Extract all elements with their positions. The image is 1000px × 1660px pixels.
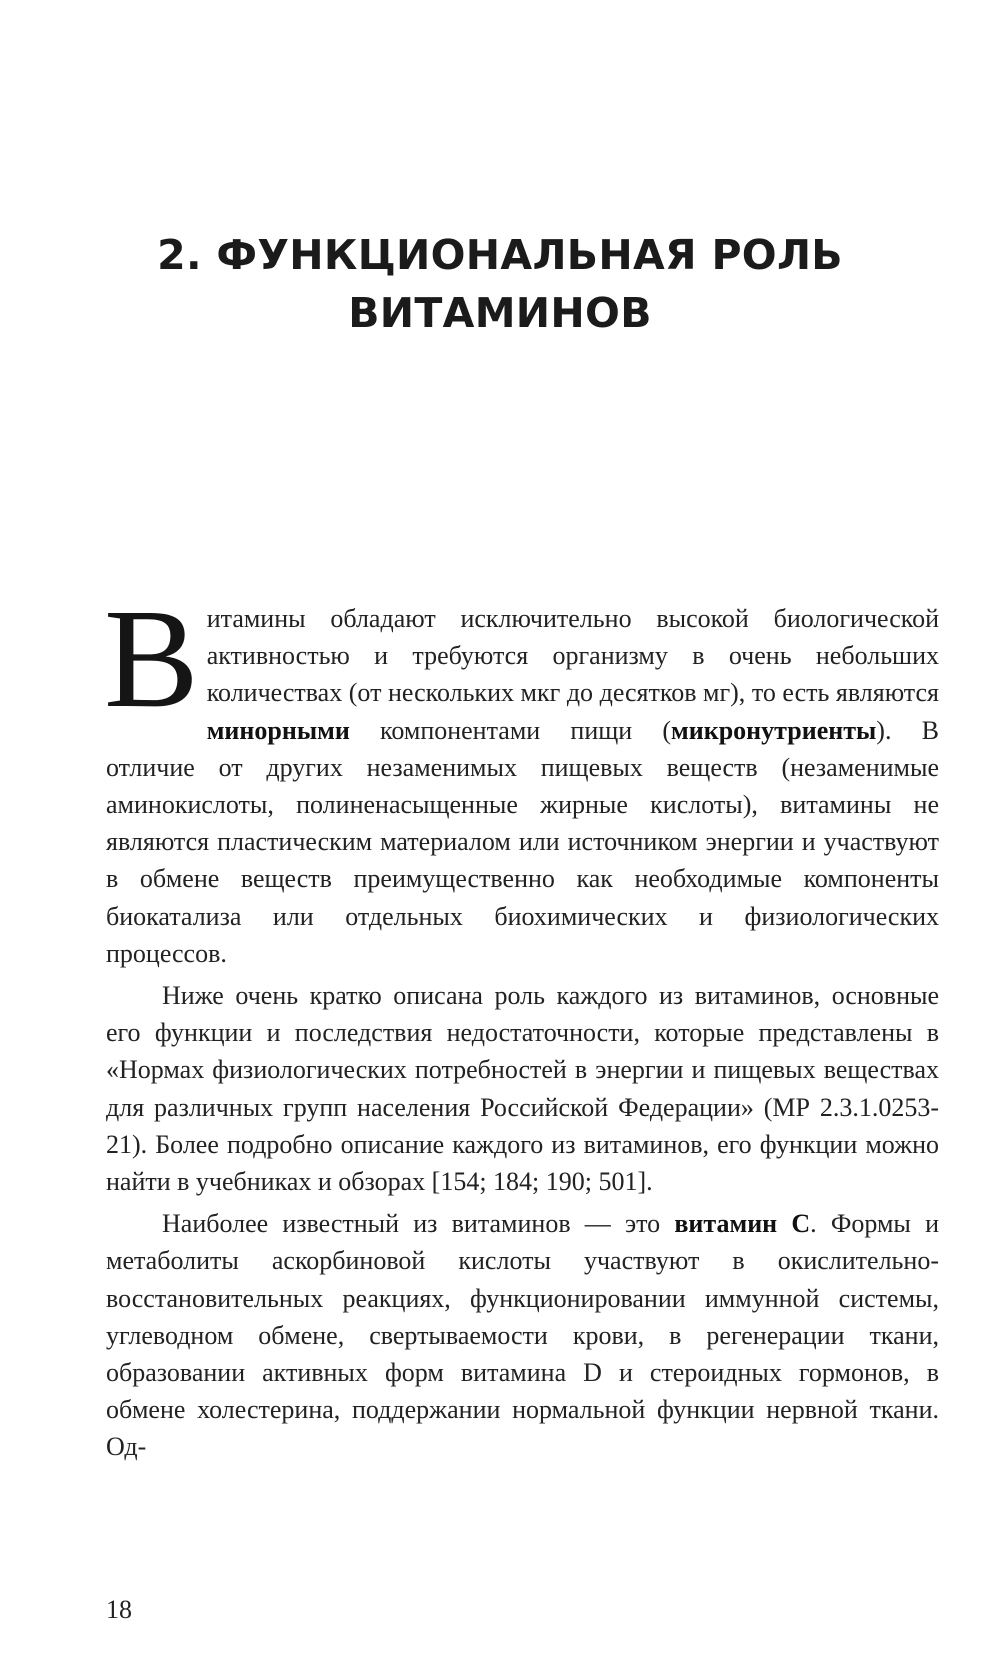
paragraph-intro bbox=[104, 579, 939, 972]
page-number: 18 bbox=[106, 1595, 132, 1624]
body-text bbox=[104, 579, 940, 1466]
paragraph-intro-text-3: ). В отличие от других незаменимых пищевых веществ (незаменимые аминокислоты, полиненасыщенные жирные кислоты), витамины не являются пластическим материалом или источником энергии и участвуют в обмене веществ преимущественно как необходимые компоненты биокатализа или отдельных биохимических и физиологических процессов. bbox=[106, 715, 939, 968]
chapter-title-line-2: ВИТАМИНОВ bbox=[348, 289, 652, 337]
term-vitamin-c: витамин С bbox=[674, 1209, 811, 1239]
paragraph-intro-text-2: компонентами пищи ( bbox=[349, 715, 672, 745]
paragraph-overview: Ниже очень кратко описана роль каждого из витаминов, основные его функции и последствия недостаточности, которые представлены в «Нормах физиологических потребностей в энергии и пищевых веществах для различных групп населения Российской Федерации» (МР 2.3.1.0253-21). Более подробно описание каждого из витаминов, его функции можно найти в учебниках и обзорах [154; 184; 190; 501]. bbox=[106, 981, 939, 1197]
paragraph-intro-text-1: итамины обладают исключительно высокой биологической активностью и требуются организму в очень небольших количествах (от нескольких мкг до десятков мг), то есть являются bbox=[206, 604, 939, 708]
paragraph-vitamin-c-text-2: . Формы и метаболиты аскорбиновой кислоты участвуют в окислительно-восстановительных реакциях, функционировании иммунной системы, углеводном обмене, свертываемости крови, в регенерации ткани, образовании активных форм витамина D и стероидных гормонов, в обмене холестерина, поддержании нормальной функции нервной ткани. Од- bbox=[106, 1209, 940, 1462]
paragraph-vitamin-c bbox=[106, 1205, 939, 1465]
chapter-title bbox=[0, 226, 1000, 342]
term-minor: минорными bbox=[206, 715, 350, 745]
paragraph-vitamin-c-text-1: Наиболее известный из витаминов — это bbox=[162, 1209, 675, 1239]
term-micronutrients: микронутриенты bbox=[671, 715, 877, 745]
chapter-title-line-1: 2. ФУНКЦИОНАЛЬНАЯ РОЛЬ bbox=[157, 231, 843, 279]
drop-cap: В bbox=[104, 579, 199, 737]
